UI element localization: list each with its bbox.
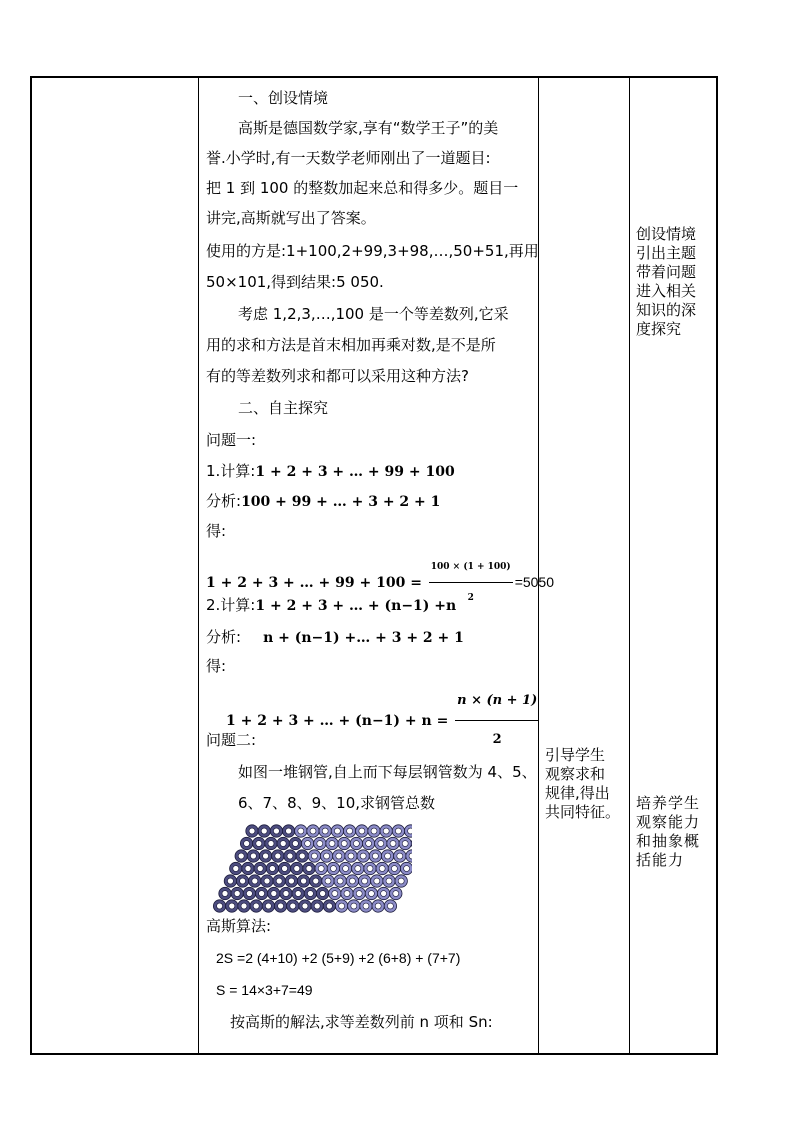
column-divider [629,78,630,1053]
text-line: 观察求和 [545,765,606,783]
text-line: 50×101,得到结果:5 050. [206,273,384,291]
fraction-denominator: 2 [467,593,474,603]
pipe-hole [259,891,265,897]
pipe-hole [379,866,385,872]
text-line: 带着问题 [636,263,697,281]
pipe-hole [341,841,347,847]
section2-heading: 二、自主探究 [238,399,329,417]
pipe-hole [366,841,372,847]
pipe-hole [269,866,275,872]
pipe-hole [362,878,368,884]
pipe-hole [356,891,362,897]
pipe-hole [265,903,271,909]
pipe-hole [292,841,298,847]
pipe-hole [347,828,353,834]
pipe-hole [241,903,247,909]
de-label: 得: [206,522,227,540]
pipe-hole [295,891,301,897]
lesson-table [30,76,718,1055]
pipe-hole [381,891,387,897]
text-line: 如图一堆钢管,自上而下每层钢管数为 4、5、 [238,763,537,781]
pipe-hole [371,828,377,834]
text-line: 进入相关 [636,282,697,300]
pipe-hole [301,878,307,884]
column-divider [198,78,199,1053]
pipe-hole [408,828,412,834]
design-intent-bottom [636,794,700,870]
pipe-hole [294,866,300,872]
pipe-hole [402,841,408,847]
text-line: 誉.小学时,有一天数学老师刚出了一道题目: [206,149,491,167]
pipe-hole [227,878,233,884]
text-line: 讲完,高斯就写出了答案。 [206,209,376,227]
text-line: 培养学生 [636,794,701,812]
pipe-hole [329,841,335,847]
pipe-hole [351,903,357,909]
section1-heading: 一、创设情境 [238,89,329,107]
text-line: 度探究 [636,320,682,338]
pipe-hole [302,903,308,909]
gauss-equation: 2S =2 (4+10) +2 (5+9) +2 (6+8) + (7+7) [216,950,461,966]
pipe-hole [337,878,343,884]
fraction-numerator: 100 × (1 + 100) [429,552,513,583]
pipe-hole [246,891,252,897]
pipe-hole [393,891,399,897]
pipe-hole [273,828,279,834]
pipe-hole [353,841,359,847]
pipe-hole [359,828,365,834]
text-line: 共同特征。 [545,803,621,821]
pipe-hole [282,866,288,872]
pipe-hole [374,878,380,884]
text-line: 引导学生 [545,746,606,764]
result2-fraction [455,682,539,759]
pipe-hole [383,828,389,834]
pipe-hole [257,866,263,872]
pipe-hole [278,903,284,909]
text-line: 按高斯的解法,求等差数列前 n 项和 Sn: [230,1013,493,1031]
de-label: 得: [206,657,227,675]
text-line: 和抽象概 [636,832,701,850]
pipe-hole [286,828,292,834]
fraction-denominator: 2 [492,732,502,747]
pipe-hole [330,866,336,872]
pipe-hole [349,878,355,884]
text-line: 高斯是德国数学家,享有“数学王子”的美 [238,119,499,137]
result2-lhs: 1 + 2 + 3 + … + (n−1) + n = [226,713,449,729]
result2 [226,682,541,759]
pipe-hole [240,878,246,884]
pipe-hole [378,841,384,847]
text-line: 引出主题 [636,244,697,262]
pipe-hole [287,853,293,859]
pipe-hole [363,903,369,909]
pipe-hole [310,828,316,834]
pipe-hole [398,878,404,884]
pipe-hole [306,866,312,872]
pipe-hole [344,891,350,897]
question2-label: 问题二: [206,731,257,749]
analysis2-expression: n + (n−1) +… + 3 + 2 + 1 [263,630,464,646]
pipe-hole [249,828,255,834]
pipe-hole [271,891,277,897]
question1-label: 问题一: [206,431,257,449]
pipe-hole [252,878,258,884]
pipe-hole [332,891,338,897]
pipe-hole [229,903,235,909]
pipe-hole [234,891,240,897]
pipe-hole [264,878,270,884]
pipe-hole [268,841,274,847]
calc1 [206,461,455,482]
analysis1-label: 分析: [206,492,242,510]
calc2 [206,595,456,616]
steel-pipe-stack-figure [212,823,412,915]
pipe-hole [245,866,251,872]
pipe-hole [387,903,393,909]
pipe-hole [317,841,323,847]
pipe-hole [367,866,373,872]
text-line: 创设情境 [636,225,697,243]
pipe-hole [390,841,396,847]
result1-value: =5050 [514,574,555,590]
pipe-hole [326,903,332,909]
pipe-hole [283,891,289,897]
analysis1-expression: 100 + 99 + … + 3 + 2 + 1 [241,494,441,510]
pipe-hole [222,891,228,897]
pipe-hole [290,903,296,909]
pipe-hole [360,853,366,859]
analysis2-label: 分析: [206,628,242,646]
pipe-ring-light [411,837,412,849]
guidance-column-text [545,746,620,822]
pipe-hole [280,841,286,847]
pipe-hole [339,903,345,909]
pipe-hole [238,853,244,859]
calc1-label: 1.计算: [206,462,256,480]
pipe-hole [372,853,378,859]
text-line: 有的等差数列求和都可以采用这种方法? [206,367,469,385]
pipe-hole [233,866,239,872]
pipe-hole [263,853,269,859]
pipe-hole [391,866,397,872]
pipe-hole [397,853,403,859]
text-line: 观察能力 [636,813,701,831]
text-line: 考虑 1,2,3,…,100 是一个等差数列,它采 [238,305,509,323]
pipe-hole [261,828,267,834]
analysis1 [206,491,440,512]
pipe-hole [311,853,317,859]
pipe-hole [250,853,256,859]
pipe-hole [334,828,340,834]
pipe-hole [313,878,319,884]
fraction-numerator: n × (n + 1) [455,682,539,721]
pipe-hole [276,878,282,884]
pipe-hole [325,878,331,884]
pipe-hole [288,878,294,884]
pipe-hole [217,903,223,909]
pipe-hole [348,853,354,859]
pipe-hole [307,891,313,897]
text-line: 用的求和方法是首末相加再乘对数,是不是所 [206,336,496,354]
pipe-hole [386,878,392,884]
text-line: 使用的方是:1+100,2+99,3+98,…,50+51,再用 [206,242,539,260]
pipe-hole [275,853,281,859]
pipe-hole [320,891,326,897]
pipe-hole [244,841,250,847]
pipe-hole [355,866,361,872]
text-line: 把 1 到 100 的整数加起来总和得多少。题目一 [206,179,519,197]
pipe-hole [322,828,328,834]
text-line: 括能力 [636,851,685,869]
pipe-hole [298,828,304,834]
text-line: 规律,得出 [545,784,610,802]
result1-lhs: 1 + 2 + 3 + … + 99 + 100 = [206,575,422,591]
pipe-hole [314,903,320,909]
pipe-hole [253,903,259,909]
pipe-hole [395,828,401,834]
pipe-hole [318,866,324,872]
pipe-hole [404,866,410,872]
pipe-hole [385,853,391,859]
calc2-label: 2.计算: [206,596,256,614]
calc2-expression: 1 + 2 + 3 + … + (n−1) +n [255,598,457,614]
calc1-expression: 1 + 2 + 3 + … + 99 + 100 [255,464,455,480]
pipe-hole [375,903,381,909]
pipe-hole [368,891,374,897]
pipe-hole [299,853,305,859]
pipe-hole [324,853,330,859]
design-intent-top [636,225,696,339]
pipe-hole [343,866,349,872]
analysis2 [206,627,464,648]
text-line: 6、7、8、9、10,求钢管总数 [238,794,436,812]
gauss-equation: S = 14×3+7=49 [216,982,313,998]
text-line: 知识的深 [636,301,697,319]
pipe-hole [305,841,311,847]
gauss-method-label: 高斯算法: [206,917,272,935]
pipe-hole [336,853,342,859]
pipe-hole [256,841,262,847]
teaching-content-column [200,78,555,1053]
